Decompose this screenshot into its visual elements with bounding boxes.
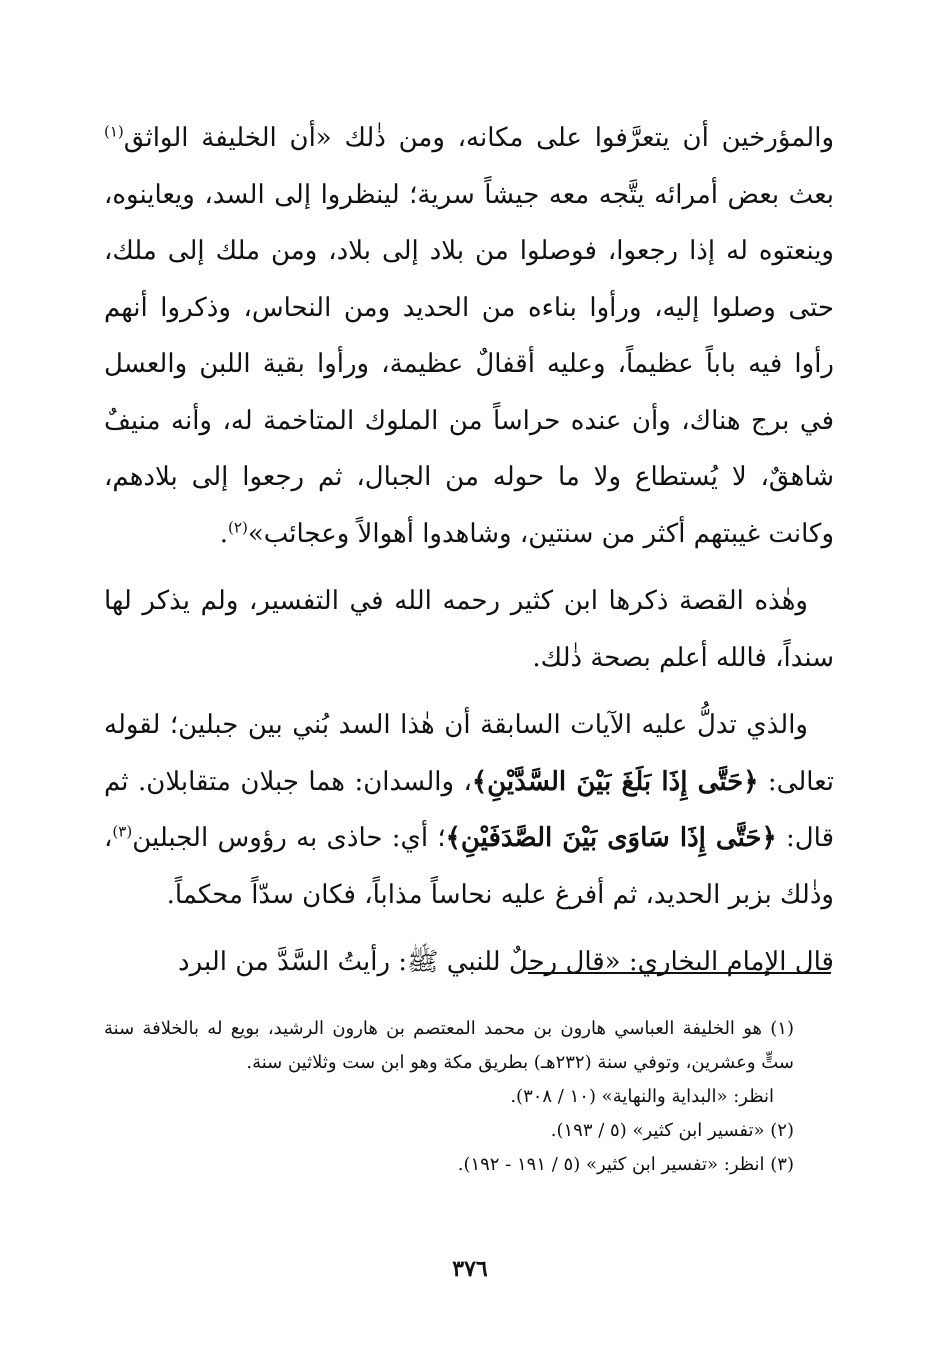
text-run: بعث بعض أمرائه يتَّجه معه جيشاً سرية؛ لينظروا إلى السد، ويعاينوه، وينعتوه له إذا رجعوا، فوصلوا من بلاد إلى بلاد، ومن ملك إلى ملك، حتى وصلوا إليه، ورأوا بناءه من الحديد ومن النحاس، وذكروا أنهم رأوا فيه باباً عظيماً، وعليه أقفالٌ عظيمة، ورأوا بقية اللبن والعسل في برج هناك، وأن عنده حراساً من الملوك المتاخمة له، وأنه منيفٌ شاهقٌ، لا يُستطاع ولا ما حوله من الجبال، ثم رجعوا إلى بلادهم، وكانت غيبتهم أكثر من سنتين، وشاهدوا أهوالاً وعجائب» <box>104 179 834 549</box>
footnote-3: (٣) انظر: «تفسير ابن كثير» (٥ / ١٩١ - ١٩٢). <box>457 1154 794 1175</box>
paragraph-4: قال الإمام البخاري: «قال رجلٌ للنبي ﷺ: رأيتُ السَّدَّ من البرد <box>178 947 834 977</box>
text-run: . <box>219 518 229 549</box>
footnote-ref-2[interactable]: (٢) <box>228 517 248 536</box>
page-number: ٣٧٦ <box>452 1256 488 1282</box>
text-run: ، وذٰلك بزبر الحديد، ثم أفرغ عليه نحاساً مذاباً، فكان سدّاً محكماً. <box>104 823 834 910</box>
quran-verse-1: ﴿حَتَّى إِذَا بَلَغَ بَيْنَ السَّدَّيْنِ﴾ <box>471 766 759 797</box>
footnotes <box>104 1012 834 1182</box>
footnote-ref-1[interactable]: (١) <box>104 122 124 141</box>
footnote-separator <box>528 972 831 974</box>
text-run: والمؤرخين أن يتعرَّفوا على مكانه، ومن ذٰلك «أن الخليفة الواثق <box>123 123 834 153</box>
footnote-ref-3[interactable]: (٣) <box>112 822 133 841</box>
footnote-1: (١) هو الخليفة العباسي هارون بن محمد المعتصم بن هارون الرشيد، بويع له بالخلافة سنة ستٍّ وعشرين، وتوفي سنة (٢٣٢هـ) بطريق مكة وهو ابن ست وثلاثين سنة. <box>104 1018 794 1073</box>
footnote-2: (٢) «تفسير ابن كثير» (٥ / ١٩٣). <box>550 1120 794 1141</box>
quran-verse-2: ﴿حَتَّى إِذَا سَاوَى بَيْنَ الصَّدَفَيْنِ﴾ <box>445 823 777 853</box>
text-run: والذي تدلُّ عليه الآيات السابقة أن هٰذا السد بُني بين جبلين؛ لقوله تعالى: <box>104 710 834 797</box>
paragraph-2: وهٰذه القصة ذكرها ابن كثير رحمه الله في التفسير، ولم يذكر لها سنداً، فالله أعلم بصحة ذٰلك. <box>104 586 834 673</box>
text-run: ؛ أي: حاذى به رؤوس الجبلين <box>132 823 446 853</box>
main-text <box>104 110 834 991</box>
text-run: ، والسدان: هما جبلان متقابلان. ثم قال: <box>104 766 835 853</box>
paragraph-3 <box>104 697 834 923</box>
paragraph-1 <box>104 110 834 562</box>
footnote-1-reference: انظر: «البداية والنهاية» (١٠ / ٣٠٨). <box>510 1086 774 1107</box>
